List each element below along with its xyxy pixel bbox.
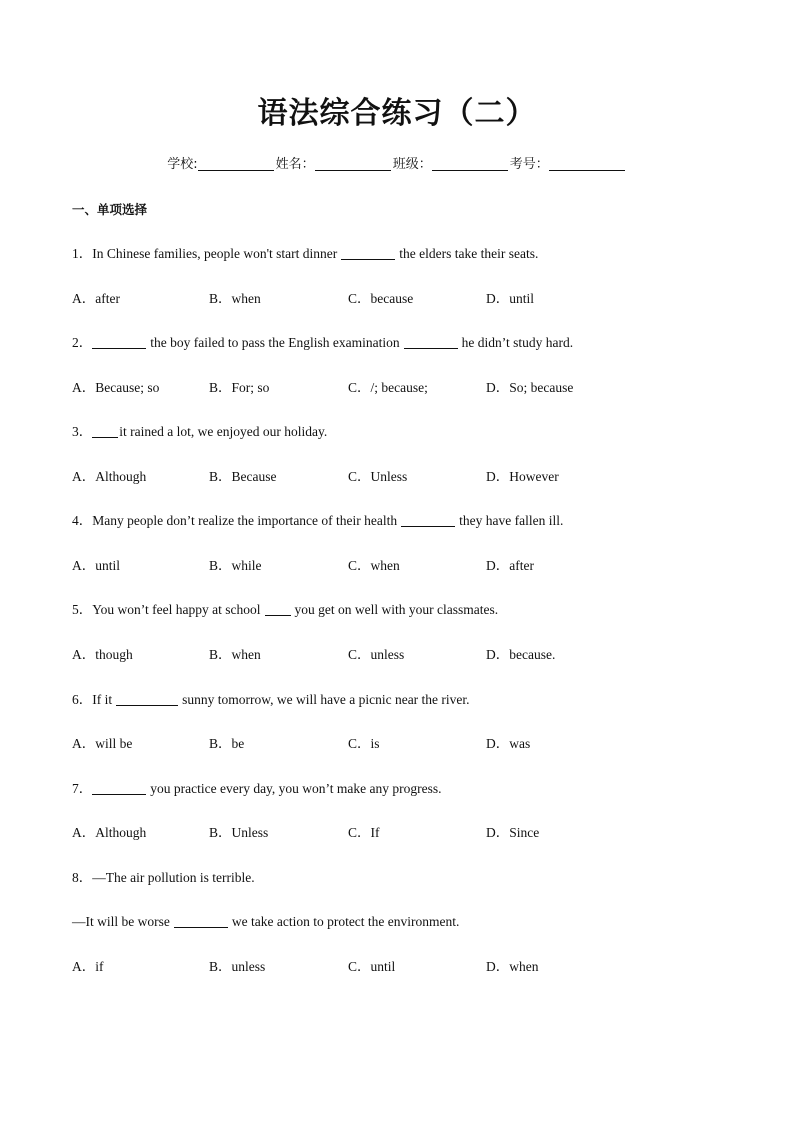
option-d[interactable]: D．However: [486, 469, 559, 484]
options-3: [72, 468, 672, 486]
answer-blank[interactable]: [116, 693, 178, 706]
option-a[interactable]: A．Although: [72, 825, 147, 840]
option-b[interactable]: B．unless: [209, 959, 266, 974]
question-number: 2．: [72, 335, 93, 350]
options-4: [72, 557, 672, 575]
question-number: 3．: [72, 424, 93, 439]
option-d[interactable]: D．Since: [486, 825, 540, 840]
option-c[interactable]: C．unless: [348, 647, 405, 662]
answer-blank[interactable]: [92, 782, 146, 795]
option-c[interactable]: C．until: [348, 959, 396, 974]
number-label: 考号：: [509, 157, 549, 172]
answer-blank[interactable]: [265, 603, 291, 616]
question-number: 7．: [72, 781, 93, 796]
section-heading: 一、单项选择: [72, 202, 148, 217]
options-1: [72, 290, 672, 308]
class-field[interactable]: [432, 156, 508, 171]
question-text: we take action to protect the environment.: [231, 914, 460, 929]
answer-blank[interactable]: [92, 336, 146, 349]
option-b[interactable]: B．For; so: [209, 380, 270, 395]
question-text: you get on well with your classmates.: [294, 602, 499, 617]
options-5: [72, 646, 672, 664]
school-label: 学校:: [167, 157, 198, 172]
question-text: sunny tomorrow, we will have a picnic near the river.: [182, 692, 470, 707]
option-c[interactable]: C．If: [348, 825, 380, 840]
question-text: —The air pollution is terrible.: [92, 870, 255, 885]
question-text: you practice every day, you won’t make any progress.: [150, 781, 442, 796]
number-field[interactable]: [549, 156, 625, 171]
option-a[interactable]: A．after: [72, 291, 120, 306]
option-d[interactable]: D．after: [486, 558, 534, 573]
option-a[interactable]: A．though: [72, 647, 133, 662]
options-6: [72, 735, 672, 753]
question-number: 6．: [72, 692, 93, 707]
class-label: 班级：: [392, 157, 432, 172]
question-4: [72, 512, 563, 530]
question-number: 5．: [72, 602, 93, 617]
option-c[interactable]: C．is: [348, 736, 380, 751]
question-1: [72, 245, 538, 263]
option-d[interactable]: D．when: [486, 959, 539, 974]
question-8: [72, 869, 255, 887]
option-a[interactable]: A．will be: [72, 736, 133, 751]
option-a[interactable]: A．Although: [72, 469, 147, 484]
student-info-line: [0, 155, 794, 175]
question-text: it rained a lot, we enjoyed our holiday.: [119, 424, 328, 439]
options-2: [72, 379, 672, 397]
question-8-line-2: [72, 913, 459, 931]
answer-blank[interactable]: [174, 915, 228, 928]
option-a[interactable]: A．Because; so: [72, 380, 160, 395]
option-b[interactable]: B．when: [209, 291, 261, 306]
option-d[interactable]: D．because.: [486, 647, 556, 662]
option-b[interactable]: B．Unless: [209, 825, 269, 840]
options-8: [72, 958, 672, 976]
answer-blank[interactable]: [92, 425, 118, 438]
option-b[interactable]: B．be: [209, 736, 245, 751]
question-text: he didn’t study hard.: [461, 335, 574, 350]
option-b[interactable]: B．while: [209, 558, 262, 573]
answer-blank[interactable]: [401, 514, 455, 527]
question-number: 1．: [72, 246, 93, 261]
question-5: [72, 601, 498, 619]
options-7: [72, 824, 672, 842]
question-number: 4．: [72, 513, 93, 528]
question-2: [72, 334, 573, 352]
question-6: [72, 691, 470, 709]
question-number: 8．: [72, 870, 93, 885]
question-3: [72, 423, 327, 441]
question-text: the boy failed to pass the English examination: [150, 335, 400, 350]
option-c[interactable]: C．because: [348, 291, 414, 306]
option-d[interactable]: D．So; because: [486, 380, 574, 395]
page-title: 语法综合练习（二）: [257, 96, 537, 131]
question-text: If it: [92, 692, 113, 707]
option-b[interactable]: B．when: [209, 647, 261, 662]
option-d[interactable]: D．until: [486, 291, 535, 306]
question-7: [72, 780, 442, 798]
question-text: You won’t feel happy at school: [92, 602, 261, 617]
option-b[interactable]: B．Because: [209, 469, 277, 484]
option-a[interactable]: A．until: [72, 558, 121, 573]
answer-blank[interactable]: [404, 336, 458, 349]
question-text: Many people don’t realize the importance of their health: [92, 513, 398, 528]
question-text: In Chinese families, people won't start dinner: [92, 246, 338, 261]
name-field[interactable]: [315, 156, 391, 171]
option-c[interactable]: C．/; because;: [348, 380, 428, 395]
option-c[interactable]: C．when: [348, 558, 400, 573]
name-label: 姓名：: [275, 157, 315, 172]
question-text: they have fallen ill.: [459, 513, 564, 528]
answer-blank[interactable]: [341, 247, 395, 260]
question-text: the elders take their seats.: [399, 246, 539, 261]
option-c[interactable]: C．Unless: [348, 469, 408, 484]
question-text: —It will be worse: [72, 914, 170, 929]
school-field[interactable]: [198, 156, 274, 171]
option-d[interactable]: D．was: [486, 736, 531, 751]
option-a[interactable]: A．if: [72, 959, 104, 974]
